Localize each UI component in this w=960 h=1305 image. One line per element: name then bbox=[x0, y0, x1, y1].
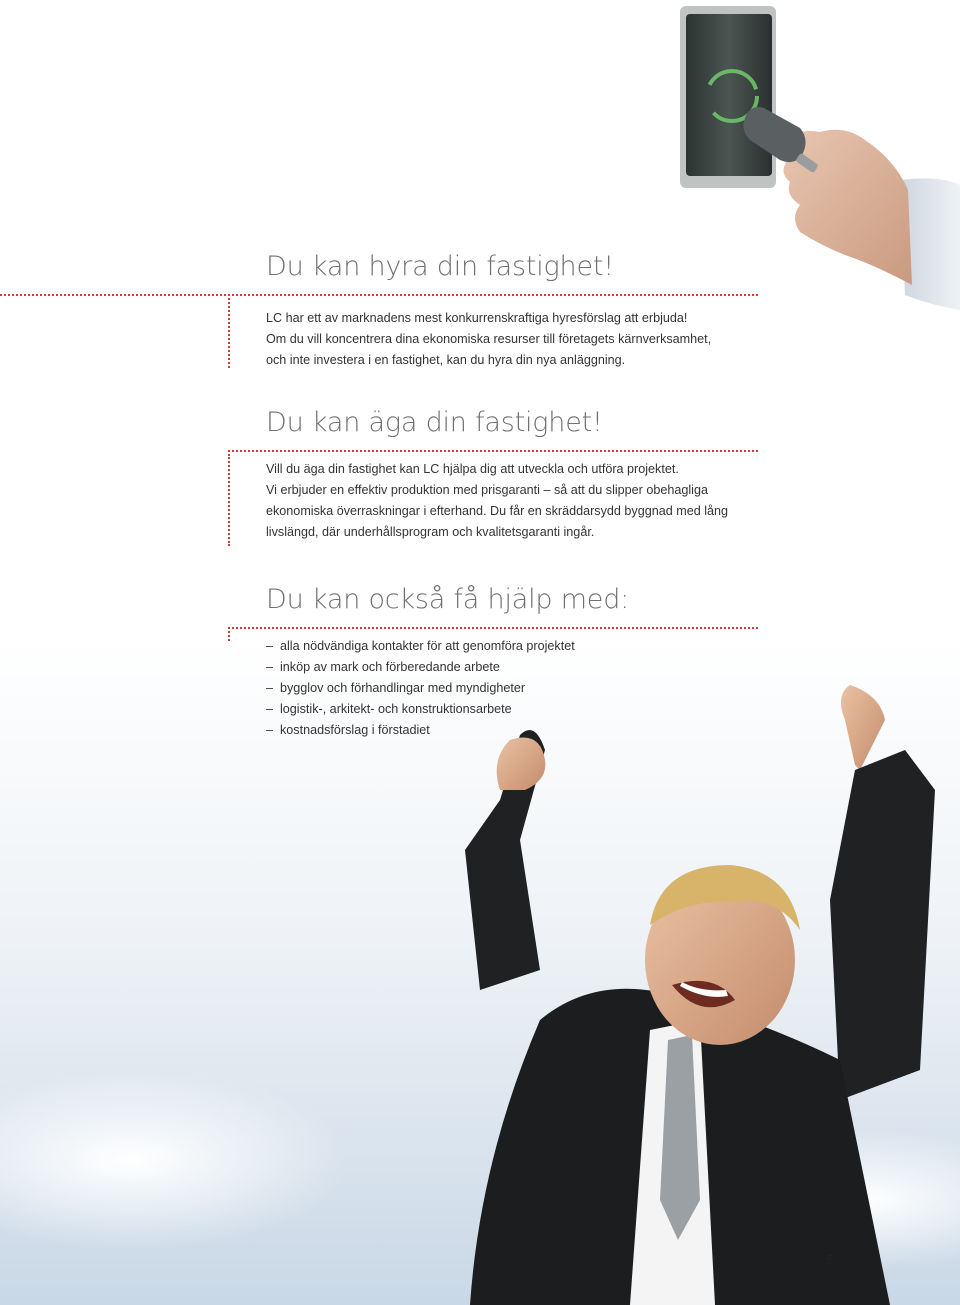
dotted-vertical-line bbox=[228, 631, 230, 641]
page-number: 5 bbox=[826, 1252, 834, 1267]
list-item bbox=[266, 636, 758, 657]
heading-help: Du kan också få hjälp med: bbox=[266, 584, 630, 615]
body-line: ekonomiska överraskningar i efterhand. Du får en skräddarsydd byggnad med lång bbox=[266, 504, 729, 518]
body-text-rent bbox=[266, 296, 758, 371]
body-line: Om du vill koncentrera dina ekonomiska resurser till företagets kärnverksamhet, bbox=[266, 332, 712, 346]
bullet-dash: – bbox=[266, 723, 274, 737]
list-item-text: kostnadsförslag i förstadiet bbox=[280, 723, 430, 737]
heading-own: Du kan äga din fastighet! bbox=[266, 407, 603, 438]
bullet-dash: – bbox=[266, 681, 274, 695]
body-line: Vi erbjuder en effektiv produktion med prisgaranti – så att du slipper obehagliga bbox=[266, 483, 708, 497]
list-item-text: bygglov och förhandlingar med myndigheter bbox=[280, 681, 526, 695]
body-line: Vill du äga din fastighet kan LC hjälpa dig att utveckla och utföra projektet. bbox=[266, 462, 679, 476]
dotted-vertical-line bbox=[228, 298, 230, 368]
help-list bbox=[266, 629, 758, 741]
bullet-dash: – bbox=[266, 660, 274, 674]
body-line: livslängd, där underhållsprogram och kvalitetsgaranti ingår. bbox=[266, 525, 595, 539]
list-item bbox=[266, 720, 758, 741]
section-own bbox=[228, 406, 758, 543]
body-line: LC har ett av marknadens mest konkurrenskraftiga hyresförslag att erbjuda! bbox=[266, 311, 688, 325]
section-help bbox=[228, 583, 758, 741]
dotted-vertical-line bbox=[228, 454, 230, 546]
bullet-dash: – bbox=[266, 702, 274, 716]
list-item bbox=[266, 657, 758, 678]
list-item bbox=[266, 678, 758, 699]
bullet-dash: – bbox=[266, 639, 274, 653]
list-item-text: inköp av mark och förberedande arbete bbox=[280, 660, 500, 674]
list-item-text: alla nödvändiga kontakter för att genomföra projektet bbox=[280, 639, 575, 653]
heading-rent: Du kan hyra din fastighet! bbox=[266, 251, 614, 282]
body-line: och inte investera i en fastighet, kan du hyra din nya anläggning. bbox=[266, 353, 626, 367]
list-item bbox=[266, 699, 758, 720]
body-text-own bbox=[266, 452, 758, 543]
section-rent bbox=[228, 250, 758, 371]
list-item-text: logistik-, arkitekt- och konstruktionsarbete bbox=[280, 702, 512, 716]
